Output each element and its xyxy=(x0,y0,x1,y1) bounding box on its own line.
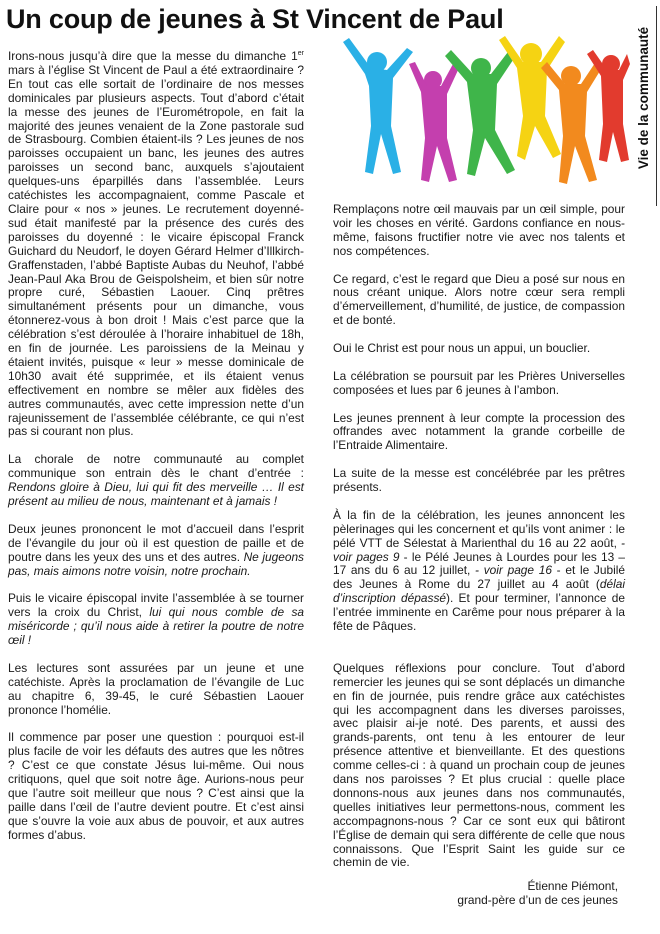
figure-magenta xyxy=(409,62,459,182)
jumping-people-illustration xyxy=(335,34,630,196)
sidebar-rule xyxy=(656,6,657,206)
author-role: grand-père d’un de ces jeunes xyxy=(457,893,618,907)
paragraph: Puis le vicaire épiscopal invite l’assemblée à se tourner vers la croix du Christ, lui qui nous comble de sa miséricorde ; qu’il nous aide à retirer la poutre de notre œil ! xyxy=(8,591,305,648)
paragraph: La suite de la messe est concélébrée par les prêtres présents. xyxy=(333,466,625,495)
figure-green xyxy=(445,48,517,176)
paragraph: La chorale de notre communauté au complet communique son entrain dès le chant d’entrée : Rendons gloire à Dieu, lui qui fit des merveille … Il est présent au milieu de nous, maintenant et à jamais ! xyxy=(8,452,304,508)
page-title: Un coup de jeunes à St Vincent de Paul xyxy=(6,4,504,34)
paragraph: Irons-nous jusqu’à dire que la messe du dimanche 1er mars à l’église St Vincent de Paul a été extraordinaire ? En tout cas elle sortait de l’ordinaire de nos messes dominicales par plusieurs aspects. Tout d’abord c’était la messe des jeunes de l’Eurométropole, en fait la majorité des jeunes venaient de la Zone pastorale sud de Strasbourg. Combien étaient-ils ? Les jeunes de nos paroisses occupaient un banc, les jeunes des autres paroisses un second banc, auxquels s’ajoutaient quelques-uns éparpillés dans l’assemblée. Leurs catéchistes les accompagnaient, comme Pascale et Claire pour « nos » jeunes. Le recrutement doyenné-sud était manifesté par la présence des curés des paroisses du doyenné : le vicaire épiscopal Franck Guichard du Neudorf, le doyen Gérard Helmer d’Illkirch-Graffenstaden, l’abbé Baptiste Aubas du Neuhof, l’abbé Jean-Paul Aka Brou de Geispolsheim, et bien sûr notre propre curé, Sébastien Laouer. Cinq prêtres simultanément présents pour un dimanche, vous étonnerez-vous à bon droit ! Mais c’est parce que la célébration s’est déroulée à l’horaire inhabituel de 18h, en fin de journée. Les paroissiens de la Meinau y étaient invités, puisque « leur » messe dominicale de 10h30 avait été supprimée, et ils étaient venus effectivement en nombre se mêler aux fidèles des autres communautés, avec cette impression nette d’un rajeunissement de l’assemblée célébrante, ce qui n’est pas si courant non plus. xyxy=(8,49,304,439)
section-sidebar xyxy=(638,0,660,210)
figure-yellow xyxy=(499,36,565,160)
paragraph: Deux jeunes prononcent le mot d’accueil dans l’esprit de l’évangile du jour où il est question de paille et de poutre dans les yeux des uns et des autres. Ne jugeons pas, mais aimons notre voisin, notre prochain. xyxy=(8,521,304,578)
paragraph: À la fin de la célébration, les jeunes annoncent les pèlerinages qui les concernent et qu’ils vont animer : le pélé VTT de Sélestat à Marienthal du 16 au 22 août, - voir pages 9 - le Pélé Jeunes à Lourdes pour les 13 – 17 ans du 6 au 12 juillet, - voir page 16 - et le Jubilé des Jeunes à Rome du 27 juillet au 4 août (délai d’inscription dépassé). Et pour terminer, l’annonce de l’entrée imminente en Carême pour nous préparer à la fête de Pâques. xyxy=(333,507,626,634)
paragraph: Il commence par poser une question : pourquoi est-il plus facile de voir les défauts des autres que les nôtres ? C’est ce que constate Jésus lui-même. Oui nous critiquons, quel que soit notre âge. Aurions-nous peur que l’autre soit meilleur que nous ? C’est ainsi que la paille dans l’œil de l’autre devient poutre. Et c’est ainsi que s’ouvre la voie aux abus de pouvoir, et aux autres formes d’abus. xyxy=(8,730,304,842)
article-column-left xyxy=(8,50,304,856)
paragraph: Quelques réflexions pour conclure. Tout d’abord remercier les jeunes qui se sont déplacés un dimanche en fin de journée, puis rendre grâce aux catéchistes qui les accompagnent dans les diverses paroisses, avec plaisir ai-je noté. Des parents, et aussi des grands-parents, ont tenu à les entourer de leur présence attentive et bienveillante. Et des questions comme celles-ci : à quand un prochain coup de jeunes dans nos paroisses ? Et plus crucial : quelle place donnons-nous aux jeunes dans nos communautés, quelles initiatives leur permettons-nous, comment les accompagnons-nous ? Car ce sont eux qui bâtiront l’Église de demain qui sera différente de celle que nous connaissons. Que l’Esprit Saint les guide sur ce chemin de vie. xyxy=(333,660,625,870)
article-column-right xyxy=(333,203,625,884)
paragraph: Les jeunes prennent à leur compte la procession des offrandes avec notamment la grande corbeille de l’Entraide Alimentaire. xyxy=(333,410,625,453)
author-name: Étienne Piémont, xyxy=(527,879,618,893)
figure-blue-left xyxy=(343,38,413,174)
paragraph: La célébration se poursuit par les Prières Universelles composées et lues par 6 jeunes à l’ambon. xyxy=(333,368,625,397)
paragraph: Remplaçons notre œil mauvais par un œil simple, pour voir les choses en vérité. Gardons confiance en nous-même, faisons fructifier notre vie avec nos talents et nos compétences. xyxy=(333,202,625,258)
paragraph: Oui le Christ est pour nous un appui, un bouclier. xyxy=(333,341,591,356)
figure-orange xyxy=(541,60,603,184)
paragraph: Les lectures sont assurées par un jeune et une catéchiste. Après la proclamation de l’évangile de Luc au chapitre 6, 39-45, le curé Sébastien Laouer prononce l’homélie. xyxy=(8,660,304,717)
paragraph: Ce regard, c’est le regard que Dieu a posé sur nous en nous créant unique. Alors notre cœur sera rempli d’émerveillement, d’humilité, de justice, de compassion et de bonté. xyxy=(333,271,625,328)
signature xyxy=(457,879,618,907)
section-label: Vie de la communauté xyxy=(636,26,651,170)
